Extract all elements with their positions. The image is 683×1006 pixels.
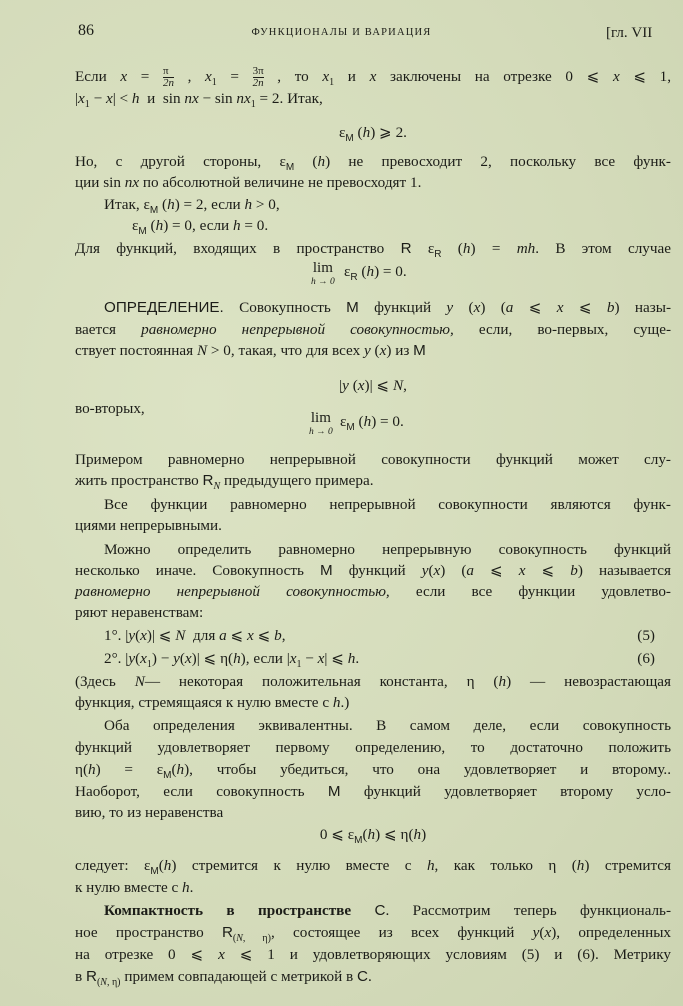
- text-line: во-вторых,: [75, 400, 145, 417]
- section-heading-line: Компактность в пространстве C. Рассмотрим теперь функциональ-: [104, 902, 672, 919]
- text-line: Все функции равномерно непрерывной совокупности являются функ-: [104, 496, 671, 513]
- text-line: (Здесь N— некоторая положительная константа, η (h) — невозрастающая: [75, 673, 672, 690]
- text-line: ряют неравенствам:: [75, 604, 204, 621]
- limit-formula: lim h → 0: [309, 410, 333, 437]
- equation-number: (5): [637, 627, 655, 644]
- text-line: Можно определить равномерно непрерывную совокупность функций: [104, 541, 671, 558]
- text-line: следует: $\varepsilon_M(h)$ стремится к нулю вместе с h, как только η (h) стремится: [75, 857, 672, 878]
- text-line: $\varepsilon_M$ (h) = 0, если h = 0.: [132, 217, 269, 238]
- text-line: в $R_{(N, \eta)}$ примем совпадающей с метрикой в C.: [75, 968, 372, 989]
- limit-formula: lim h → 0: [311, 260, 335, 287]
- text-line: жить пространство $R_N$ предыдущего примера.: [75, 472, 374, 493]
- text-line: $\eta(h) = \varepsilon_M(h)$, чтобы убедиться, что она удовлетворяет и второму..: [75, 761, 671, 782]
- text-line: равномерно непрерывной совокупностью, если все функции удовлетво-: [75, 583, 671, 600]
- text-line: функций удовлетворяет первому определению, то достаточно положить: [75, 739, 671, 756]
- text-line: Оба определения эквивалентны. В самом деле, если совокупность: [104, 717, 671, 734]
- text-line: Для функций, входящих в пространство R $\varepsilon_R$ (h) = mh. В этом случае: [75, 240, 672, 261]
- condition-5: 1°. |y(x)| ⩽ N для a ⩽ x ⩽ b, (5): [104, 627, 655, 644]
- text-line: ное пространство $R_{(N, \eta)}$, состоящее из всех функций y(x), определенных: [75, 924, 672, 945]
- formula: |y (x)| ⩽ N,: [339, 377, 407, 394]
- text-line: несколько иначе. Совокупность M функций y(x) (a ⩽ x ⩽ b) называется: [75, 562, 672, 579]
- text-line: Наоборот, если совокупность M функций удовлетворяет второму усло-: [75, 783, 671, 800]
- text-line: $|x_1 - x| < h$ и sin nx − $\sin nx_1 = 2$. Итак,: [75, 90, 323, 111]
- formula: $\varepsilon_M$ (h) ⩾ 2.: [339, 124, 407, 145]
- text-line: вается равномерно непрерывной совокупностью, если, во-первых, суще-: [75, 321, 671, 338]
- text-line: функция, стремящаяся к нулю вместе с h.): [75, 694, 350, 711]
- text-line: на отрезке 0 ⩽ x ⩽ 1 и удовлетворяющих условиям (5) и (6). Метрику: [75, 946, 671, 963]
- formula: 0 ⩽ $\varepsilon_M(h)$ ⩽ η(h): [319, 826, 427, 847]
- definition-line: ОПРЕДЕЛЕНИЕ. Совокупность M функций y (x) (a ⩽ x ⩽ b) назы-: [104, 299, 672, 316]
- text-line: Если x = $\frac{\pi}{2n}$ , $x_1$ = $\frac{3\pi}{2n}$ , то $x_1$ и x заключены на отрезке 0 ⩽ x ⩽ 1,: [75, 65, 672, 89]
- formula: $\varepsilon_R$ (h) = 0.: [344, 263, 407, 284]
- text-line: вию, то из неравенства: [75, 804, 224, 821]
- text-line: Но, с другой стороны, $\varepsilon_M$ (h) не превосходит 2, поскольку все функ-: [75, 153, 671, 174]
- formula: $\varepsilon_M$ (h) = 0.: [340, 413, 404, 434]
- text-line: циями непрерывными.: [75, 517, 222, 534]
- running-head: ФУНКЦИОНАЛЫ И ВАРИАЦИЯ: [251, 27, 432, 38]
- text-line: ствует постоянная N > 0, такая, что для всех y (x) из M: [75, 342, 426, 359]
- page-number: 86: [78, 22, 94, 39]
- text-line: Итак, $\varepsilon_M$ (h) = 2, если h > 0,: [104, 196, 280, 217]
- equation-number: (6): [637, 650, 655, 667]
- text-line: Примером равномерно непрерывной совокупности функций может слу-: [75, 451, 671, 468]
- condition-6: 2°. $|y(x_1) - y(x)|$ ⩽ η(h), если $|x_1 - x|$ ⩽ h. (6): [104, 650, 655, 671]
- text-line: ции sin nx по абсолютной величине не превосходят 1.: [75, 174, 422, 191]
- text-line: к нулю вместе с h.: [75, 879, 194, 896]
- chapter-reference: [гл. VII: [606, 25, 653, 41]
